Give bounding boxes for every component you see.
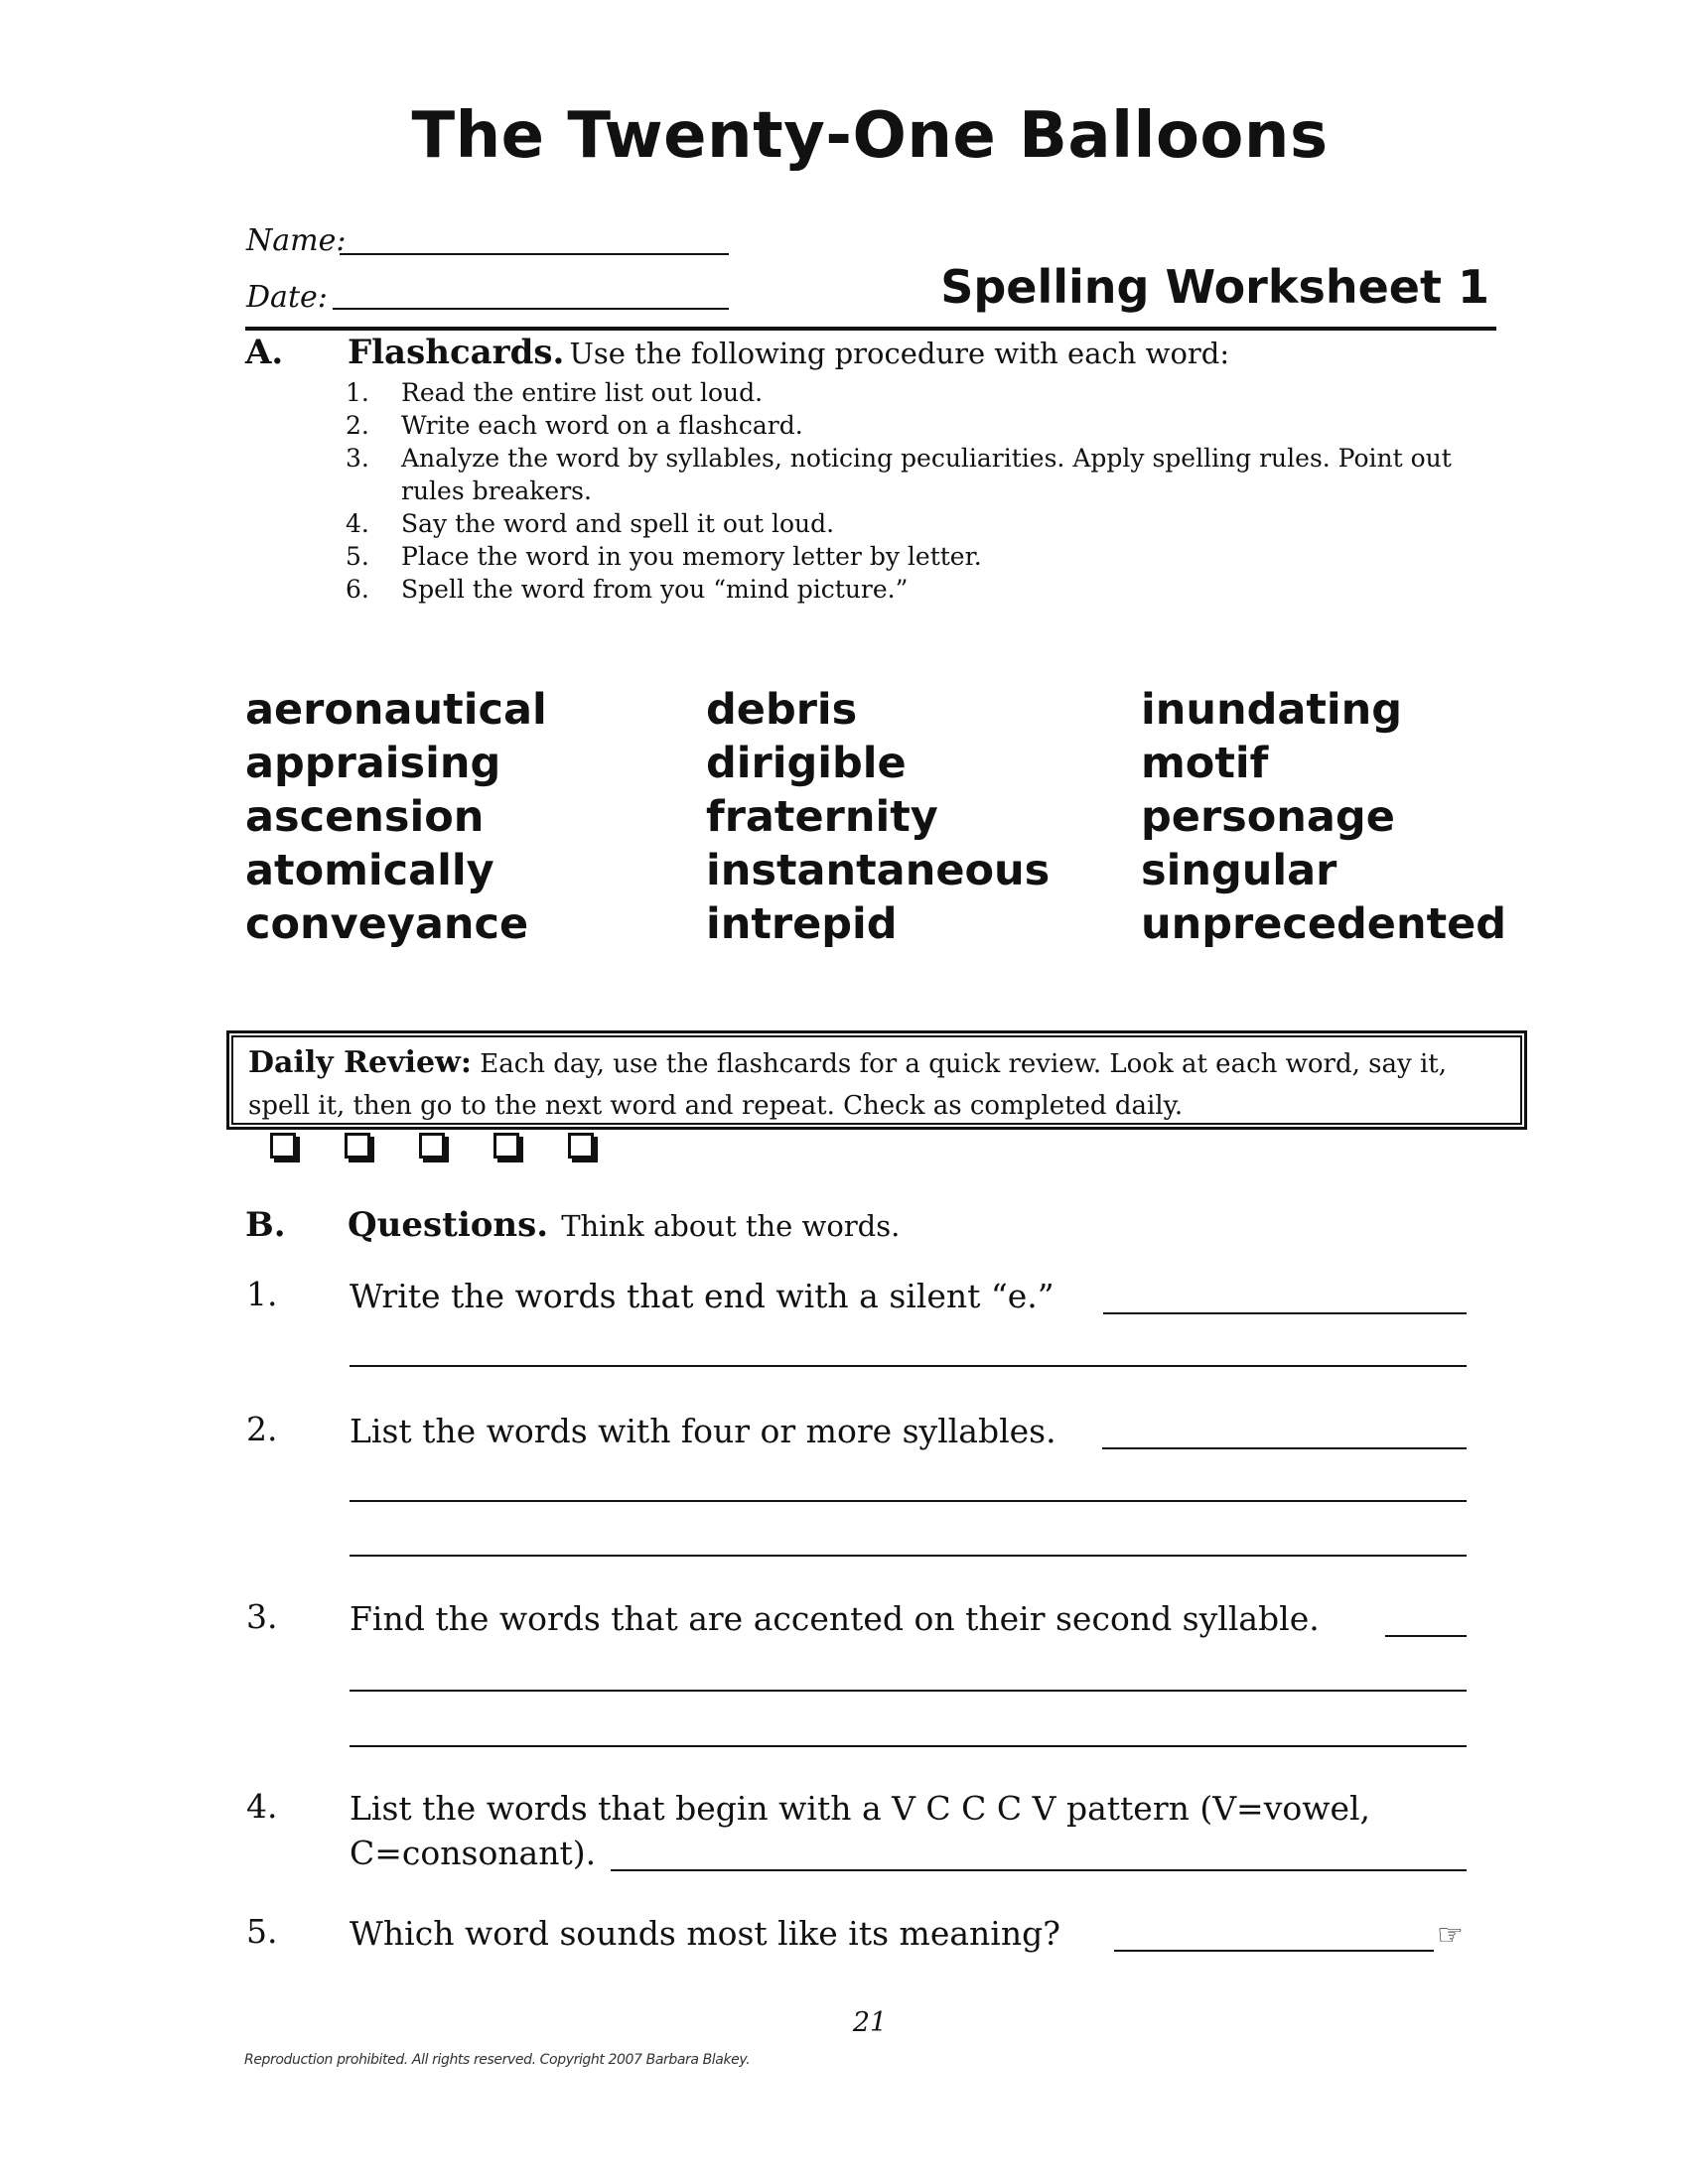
- spelling-word: singular: [1141, 846, 1337, 895]
- daily-checkbox[interactable]: [493, 1133, 519, 1159]
- spelling-word: inundating: [1141, 685, 1403, 735]
- question-number: 1.: [246, 1275, 278, 1313]
- question-text: Write the words that end with a silent “e.”: [350, 1277, 1055, 1315]
- question-number: 5.: [246, 1912, 278, 1951]
- answer-line[interactable]: [350, 1745, 1467, 1747]
- step-text: Say the word and spell it out loud.: [401, 509, 835, 538]
- step-number: 1.: [346, 378, 369, 407]
- spelling-word: unprecedented: [1141, 899, 1507, 949]
- section-a-heading: Flashcards.: [348, 333, 565, 372]
- question-text: List the words with four or more syllables.: [350, 1412, 1056, 1450]
- spelling-word: motif: [1141, 739, 1269, 788]
- page-number: 21: [852, 2007, 888, 2038]
- procedure-step: [346, 409, 1458, 442]
- step-text: Write each word on a flashcard.: [401, 411, 803, 440]
- procedure-step: [346, 442, 1458, 507]
- question-text: Find the words that are accented on their second syllable.: [350, 1599, 1320, 1638]
- answer-line[interactable]: [350, 1555, 1467, 1557]
- answer-line[interactable]: [350, 1500, 1467, 1502]
- question-number: 3.: [246, 1597, 278, 1636]
- section-b-letter: B.: [245, 1205, 286, 1245]
- section-b-description: Think about the words.: [561, 1209, 901, 1243]
- daily-checkbox[interactable]: [345, 1133, 370, 1159]
- daily-checkbox[interactable]: [568, 1133, 594, 1159]
- step-number: 3.: [346, 444, 369, 473]
- question-text-line-1: List the words that begin with a V C C C V pattern (V=vowel,: [350, 1789, 1371, 1828]
- daily-review-text: [248, 1042, 1499, 1168]
- daily-review-instructions-1: Each day, use the flashcards for a quick review. Look at each word, say it,: [480, 1049, 1447, 1079]
- section-b-header: [348, 1205, 900, 1245]
- answer-line[interactable]: [350, 1365, 1467, 1367]
- daily-checkboxes: [270, 1136, 594, 1161]
- question-text: Which word sounds most like its meaning?: [350, 1914, 1060, 1953]
- answer-line[interactable]: [1102, 1447, 1467, 1449]
- spelling-word: aeronautical: [245, 685, 547, 735]
- daily-review-instructions-2: spell it, then go to the next word and repeat. Check as completed daily.: [248, 1091, 1184, 1121]
- step-text: Analyze the word by syllables, noticing peculiarities. Apply spelling rules. Point out rules breakers.: [401, 444, 1452, 505]
- question-number: 4.: [246, 1787, 278, 1826]
- section-a-letter: A.: [245, 333, 284, 372]
- procedure-step: [346, 507, 1458, 540]
- name-field[interactable]: [340, 253, 729, 255]
- spelling-word: appraising: [245, 739, 501, 788]
- answer-line[interactable]: [611, 1869, 1467, 1871]
- section-b-heading: Questions.: [348, 1205, 549, 1245]
- procedure-step: [346, 540, 1458, 573]
- daily-checkbox[interactable]: [419, 1133, 445, 1159]
- header-divider: [245, 327, 1496, 331]
- copyright-footer: Reproduction prohibited. All rights reserved. Copyright 2007 Barbara Blakey.: [244, 2052, 751, 2068]
- daily-review-label: Daily Review:: [248, 1045, 472, 1080]
- step-number: 5.: [346, 542, 369, 571]
- date-field[interactable]: [333, 308, 729, 310]
- spelling-word: instantaneous: [706, 846, 1051, 895]
- procedure-list: [346, 376, 1458, 606]
- step-text: Spell the word from you “mind picture.”: [401, 575, 909, 604]
- daily-review-line-2: [248, 1085, 1499, 1168]
- spelling-word: personage: [1141, 792, 1395, 842]
- answer-line[interactable]: [1114, 1950, 1434, 1952]
- step-number: 6.: [346, 575, 369, 604]
- section-a-description: Use the following procedure with each word:: [569, 337, 1230, 370]
- step-number: 2.: [346, 411, 369, 440]
- spelling-word: dirigible: [706, 739, 907, 788]
- spelling-word: intrepid: [706, 899, 898, 949]
- step-text: Place the word in you memory letter by letter.: [401, 542, 982, 571]
- name-label: Name:: [246, 223, 347, 258]
- daily-checkbox[interactable]: [270, 1133, 296, 1159]
- spelling-word-list: [245, 683, 1536, 951]
- procedure-step: [346, 573, 1458, 606]
- spelling-word: conveyance: [245, 899, 529, 949]
- spelling-word: debris: [706, 685, 858, 735]
- daily-review-line-1: [248, 1042, 1499, 1085]
- question-number: 2.: [246, 1410, 278, 1448]
- worksheet-book-title: The Twenty-One Balloons: [411, 99, 1329, 173]
- section-a-header: [348, 333, 1229, 372]
- procedure-step: [346, 376, 1458, 409]
- answer-line[interactable]: [1103, 1312, 1467, 1314]
- spelling-word: fraternity: [706, 792, 938, 842]
- step-text: Read the entire list out loud.: [401, 378, 764, 407]
- question-text-line-2: C=consonant).: [350, 1834, 597, 1872]
- answer-line[interactable]: [1385, 1635, 1467, 1637]
- pointing-hand-icon: ☞: [1437, 1918, 1464, 1953]
- step-number: 4.: [346, 509, 369, 538]
- spelling-word: atomically: [245, 846, 494, 895]
- worksheet-subtitle: Spelling Worksheet 1: [940, 260, 1489, 314]
- spelling-word: ascension: [245, 792, 485, 842]
- answer-line[interactable]: [350, 1690, 1467, 1692]
- date-label: Date:: [246, 280, 328, 315]
